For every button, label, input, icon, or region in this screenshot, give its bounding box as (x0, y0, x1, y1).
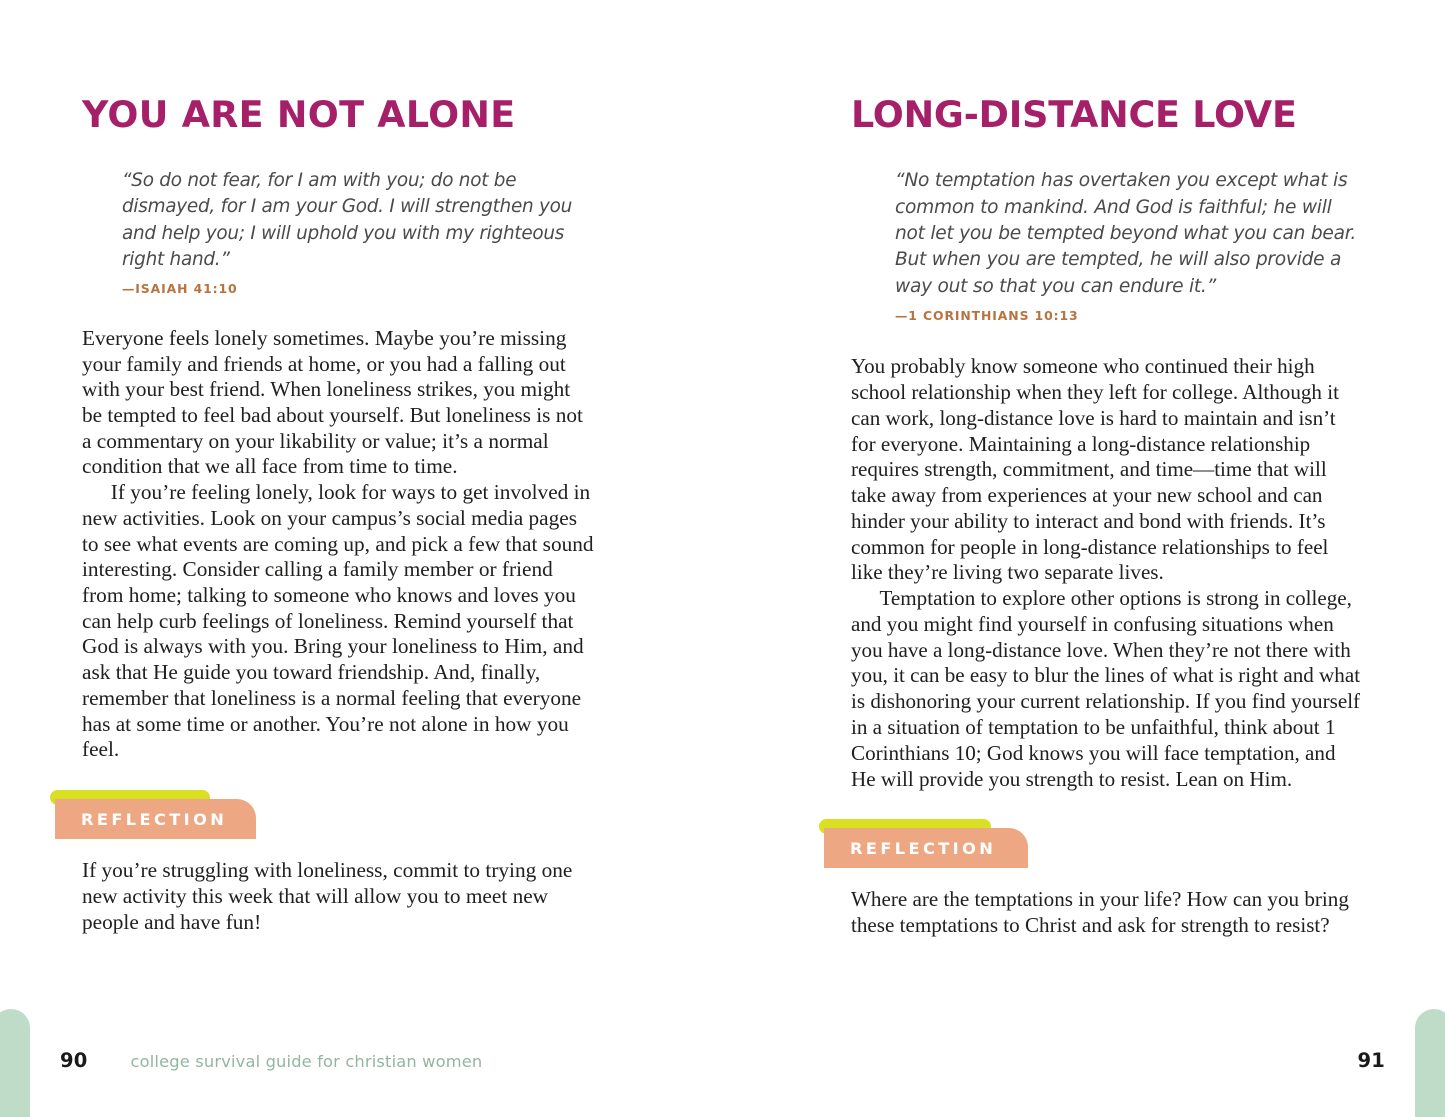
body-paragraphs (82, 326, 594, 763)
scripture-quote: “No temptation has overtaken you except what is common to mankind. And God is faithful; he will not let you be tempted beyond what you can bear. But when you are tempted, he will also provide a way out so that you can endure it.” (895, 170, 1357, 297)
scripture-reference: —ISAIAH 41:10 (122, 280, 238, 296)
running-head: college survival guide for christian women (130, 1052, 483, 1071)
body-paragraph: If you’re feeling lonely, look for ways to get involved in new activities. Look on your campus’s social media pages to see what events are coming up, and pick a few that sound interesting. Consider calling a family member or friend from home; talking to someone who knows and loves you can help curb feelings of loneliness. Remind yourself that God is always with you. Bring your loneliness to Him, and ask that He guide you toward friendship. And, finally, remember that loneliness is a normal feeling that everyone has at some time or another. You’re not alone in how you feel. (82, 480, 594, 762)
decorative-arch-right (1415, 1009, 1445, 1117)
body-paragraph: You probably know someone who continued their high school relationship when they left for college. Although it can work, long-distance love is hard to maintain and isn’t for everyone. Maintaining a long-distance relationship requires strength, commitment, and time—time that will take away from experiences at your new school and can hinder your ability to interact and bond with friends. It’s common for people in long-distance relationships to feel like they’re living two separate lives. (851, 354, 1339, 585)
decorative-arch-left (0, 1009, 30, 1117)
footer-right (1357, 1049, 1385, 1072)
body-paragraph: Temptation to explore other options is strong in college, and you might find yourself in confusing situations when you have a long-distance love. When they’re not there with you, it can be easy to blur the lines of what is right and what is dishonoring your current relationship. If you find yourself in a situation of temptation to be unfaithful, think about 1 Corinthians 10; God knows you will face temptation, and He will provide you strength to resist. Lean on Him. (851, 586, 1361, 791)
reflection-badge-label: REFLECTION (850, 838, 997, 858)
right-page-column (850, 93, 1363, 939)
body-text-block (82, 326, 594, 763)
body-paragraphs (851, 354, 1363, 792)
scripture-block (122, 168, 594, 296)
left-page-column (81, 93, 594, 935)
footer-left (60, 1049, 482, 1072)
reflection-badge-label: REFLECTION (81, 809, 228, 829)
body-text-block (851, 354, 1363, 792)
scripture-quote: “So do not fear, for I am with you; do not be dismayed, for I am your God. I will strengthen you and help you; I will uphold you with my righteous right hand.” (122, 170, 573, 270)
scripture-block (895, 168, 1363, 323)
reflection-prompt: Where are the temptations in your life? How can you bring these temptations to Christ and ask for strength to resist? (851, 887, 1349, 938)
page-number: 91 (1357, 1049, 1385, 1072)
page-title: LONG-DISTANCE LOVE (851, 93, 1297, 136)
reflection-prompt: If you’re struggling with loneliness, commit to trying one new activity this week that will allow you to meet new people and have fun! (82, 858, 573, 934)
page-number: 90 (60, 1049, 88, 1072)
reflection-header (82, 790, 594, 846)
page-title: YOU ARE NOT ALONE (82, 93, 516, 136)
scripture-reference: —1 CORINTHIANS 10:13 (895, 308, 1079, 324)
reflection-badge (824, 828, 1028, 868)
reflection-badge (55, 799, 256, 839)
body-paragraph: Everyone feels lonely sometimes. Maybe you’re missing your family and friends at home, or you had a falling out with your best friend. When loneliness strikes, you might be tempted to feel bad about yourself. But loneliness is not a commentary on your likability or value; it’s a normal condition that we all face from time to time. (82, 325, 583, 479)
reflection-header (851, 819, 1363, 875)
